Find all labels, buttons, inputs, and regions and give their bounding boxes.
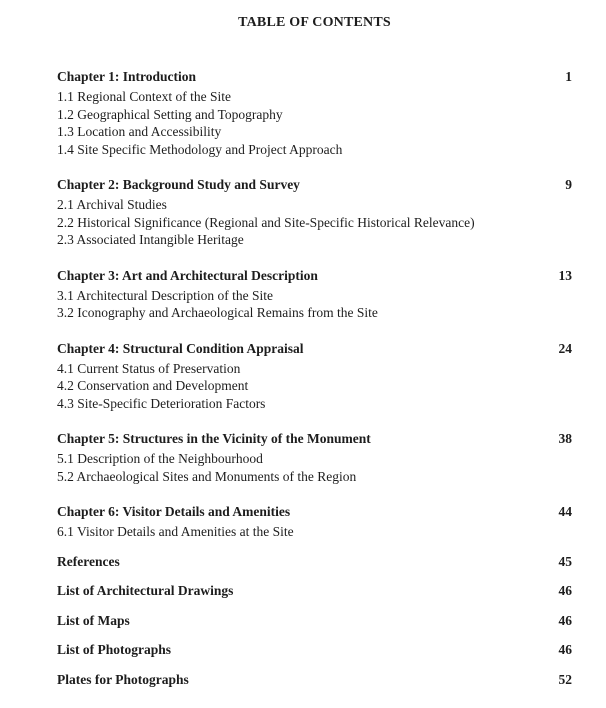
toc-section-entry: 2.3 Associated Intangible Heritage: [57, 232, 244, 247]
chapter-page-number: 13: [558, 267, 572, 283]
toc-section-entry: 1.1 Regional Context of the Site: [57, 89, 231, 104]
backmatter-title: List of Architectural Drawings: [57, 583, 234, 598]
toc-section-entry: 1.2 Geographical Setting and Topography: [57, 106, 283, 122]
toc-chapter-heading: [57, 68, 572, 86]
toc-section-entry: 2.2 Historical Significance (Regional and Site-Specific Historical Relevance): [57, 214, 475, 230]
toc-backmatter-plates: [57, 671, 572, 689]
toc-section-entry: 3.1 Architectural Description of the Site: [57, 287, 273, 303]
backmatter-page-number: 52: [558, 671, 572, 687]
backmatter-page-number: 46: [558, 612, 572, 628]
toc-chapter-block-5: [57, 430, 572, 485]
chapter-title: Chapter 4: Structural Condition Appraisal: [57, 340, 304, 356]
chapter-page-number: 9: [565, 177, 572, 192]
toc-chapter-heading: [57, 503, 572, 521]
chapter-title: Chapter 1: Introduction: [57, 69, 197, 84]
toc-chapter-block-3: [57, 267, 572, 322]
backmatter-title: Plates for Photographs: [57, 671, 189, 687]
chapter-page-number: 24: [558, 340, 572, 356]
toc-chapter-heading: [57, 267, 572, 285]
toc-chapter-block-6: [57, 503, 572, 541]
toc-section-entry: 5.2 Archaeological Sites and Monuments of the Region: [57, 468, 357, 484]
toc-section-entry: 3.2 Iconography and Archaeological Remains from the Site: [57, 305, 378, 320]
backmatter-page-number: 46: [558, 583, 572, 598]
toc-backmatter-maps: [57, 612, 572, 630]
toc-section-entry: 6.1 Visitor Details and Amenities at the Site: [57, 524, 294, 539]
toc-section-entry: 4.2 Conservation and Development: [57, 378, 249, 393]
toc-title: TABLE OF CONTENTS: [238, 15, 391, 30]
toc-section-entry: 2.1 Archival Studies: [57, 197, 167, 212]
chapter-page-number: 38: [558, 431, 572, 446]
backmatter-title: References: [57, 553, 120, 569]
toc-chapter-block-2: [57, 176, 572, 249]
chapter-page-number: 44: [558, 504, 572, 519]
toc-chapter-heading: [57, 176, 572, 194]
toc-section-entry: 4.3 Site-Specific Deterioration Factors: [57, 395, 266, 411]
backmatter-page-number: 46: [558, 642, 572, 657]
toc-chapter-heading: [57, 340, 572, 358]
toc-chapter-heading: [57, 430, 572, 448]
chapter-title: Chapter 6: Visitor Details and Amenities: [57, 504, 291, 519]
toc-section-entry: 4.1 Current Status of Preservation: [57, 360, 241, 376]
chapter-title: Chapter 5: Structures in the Vicinity of the Monument: [57, 431, 371, 446]
chapter-title: Chapter 3: Art and Architectural Description: [57, 267, 318, 283]
toc-section-entry: 1.4 Site Specific Methodology and Project Approach: [57, 141, 343, 157]
toc-chapter-block-4: [57, 340, 572, 413]
toc-backmatter-architectural-drawings: [57, 582, 572, 600]
toc-section-entry: 1.3 Location and Accessibility: [57, 124, 222, 139]
chapter-page-number: 1: [565, 69, 572, 84]
chapter-title: Chapter 2: Background Study and Survey: [57, 177, 300, 192]
toc-backmatter-references: [57, 553, 572, 571]
backmatter-title: List of Maps: [57, 612, 130, 628]
toc-backmatter-photographs: [57, 641, 572, 659]
backmatter-page-number: 45: [558, 553, 572, 569]
toc-chapter-block-1: [57, 68, 572, 158]
toc-section-entry: 5.1 Description of the Neighbourhood: [57, 451, 263, 466]
backmatter-title: List of Photographs: [57, 642, 172, 657]
